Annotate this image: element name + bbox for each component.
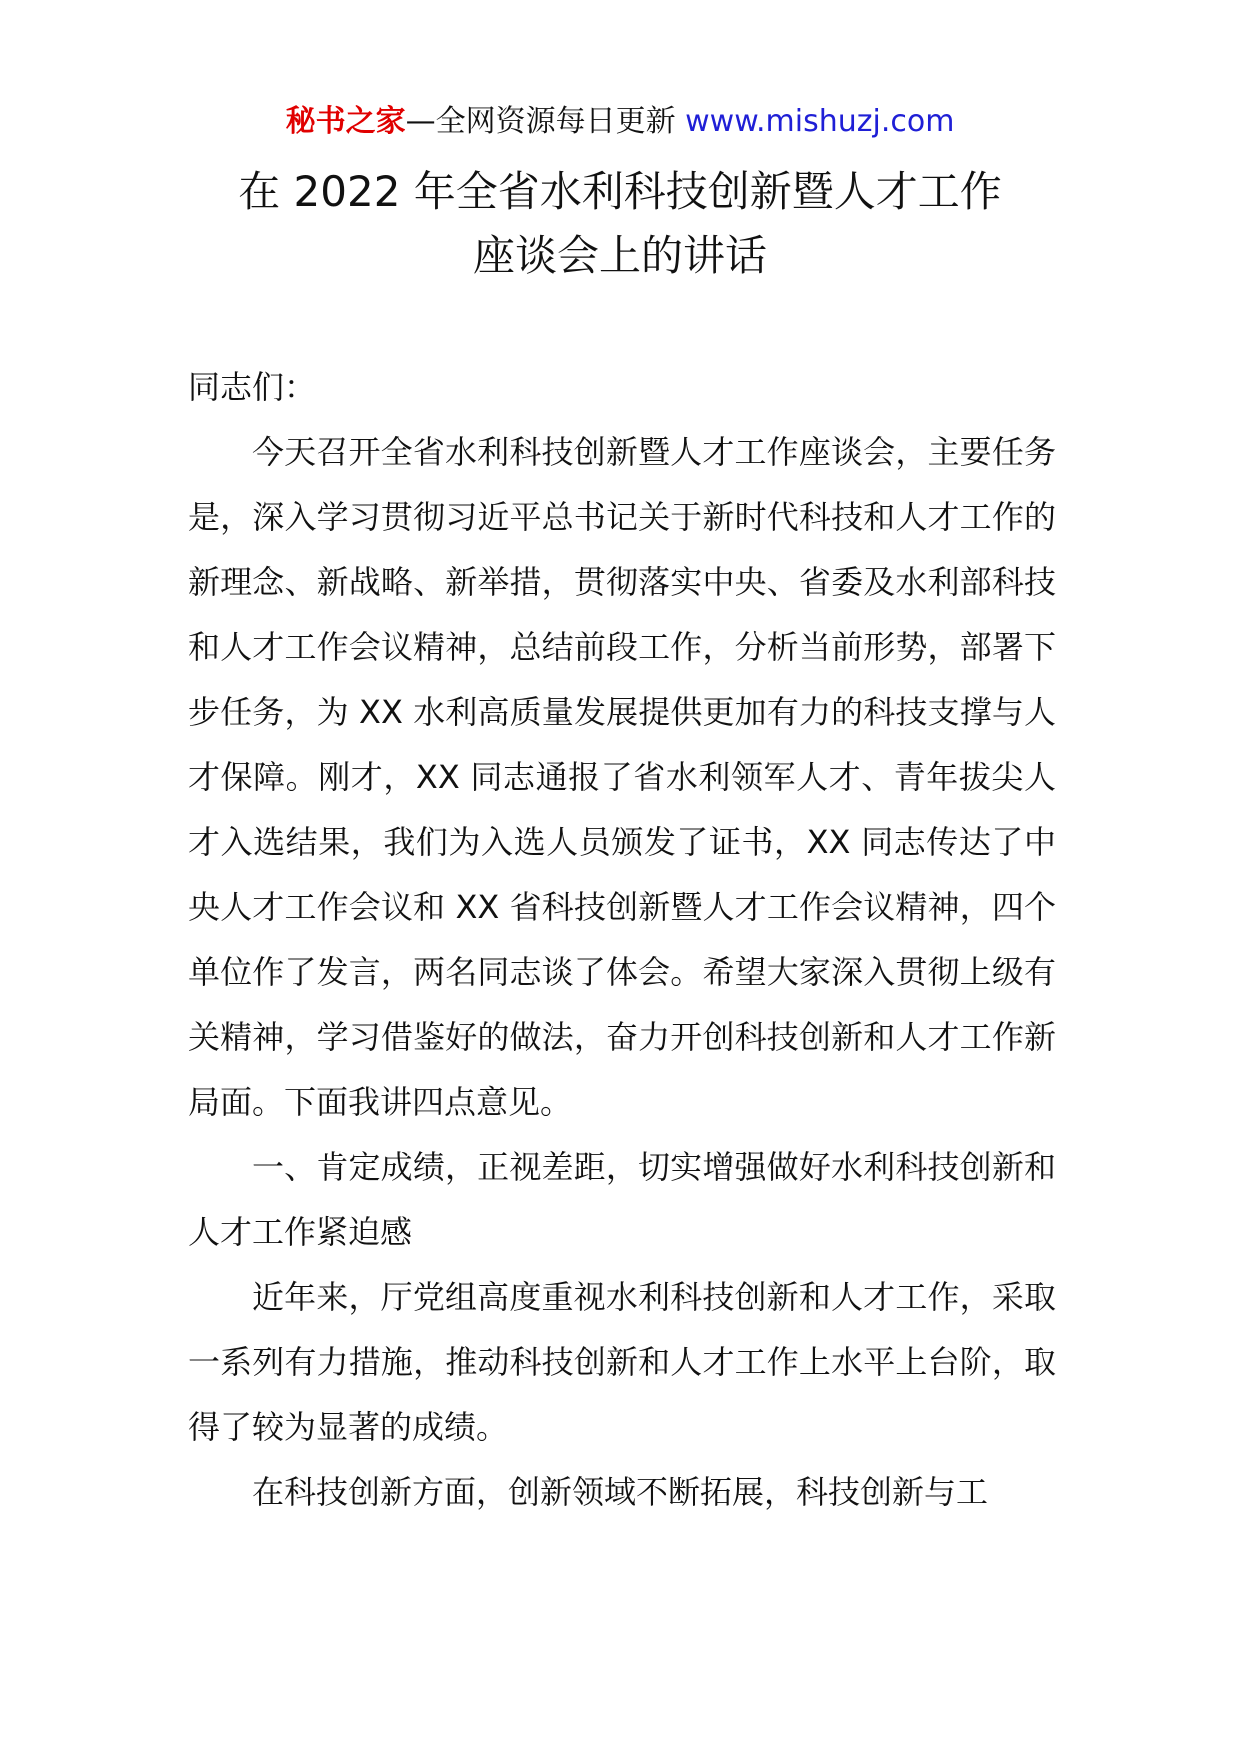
body-paragraph-3: 在科技创新方面，创新领域不断拓展，科技创新与工 <box>252 1473 989 1511</box>
title-line-1: 在 2022 年全省水利科技创新暨人才工作 <box>238 167 1002 216</box>
site-header <box>0 100 1240 144</box>
body-paragraph-2: 近年来，厅党组高度重视水利科技创新和人才工作，采取一系列有力措施，推动科技创新和人才工作上水平上台阶，取得了较为显著的成绩。 <box>188 1278 1056 1446</box>
brand-name: 秘书之家 <box>285 104 406 139</box>
body-paragraph-1: 今天召开全省水利科技创新暨人才工作座谈会，主要任务是，深入学习贯彻习近平总书记关于新时代科技和人才工作的新理念、新战略、新举措，贯彻落实中央、省委及水利部科技和人才工作会议精神，总结前段工作，分析当前形势，部署下步任务，为 XX 水利高质量发展提供更加有力的科技支撑与人才保障。刚才，XX 同志通报了省水利领军人才、青年拔尖人才入选结果，我们为入选人员颁发了证书，XX 同志传达了中央人才工作会议和 XX 省科技创新暨人才工作会议精神，四个单位作了发言，两名同志谈了体会。希望大家深入贯彻上级有关精神，学习借鉴好的做法，奋力开创科技创新和人才工作新局面。下面我讲四点意见。 <box>188 433 1056 1121</box>
document-title <box>0 160 1240 288</box>
title-line-2: 座谈会上的讲话 <box>472 231 767 280</box>
header-slogan: —全网资源每日更新 <box>405 104 676 139</box>
document-body <box>188 355 1056 1525</box>
salutation: 同志们： <box>188 368 317 406</box>
site-url-link[interactable]: www.mishuzj.com <box>685 104 955 139</box>
section-heading-1: 一、肯定成绩，正视差距，切实增强做好水利科技创新和人才工作紧迫感 <box>188 1148 1056 1251</box>
